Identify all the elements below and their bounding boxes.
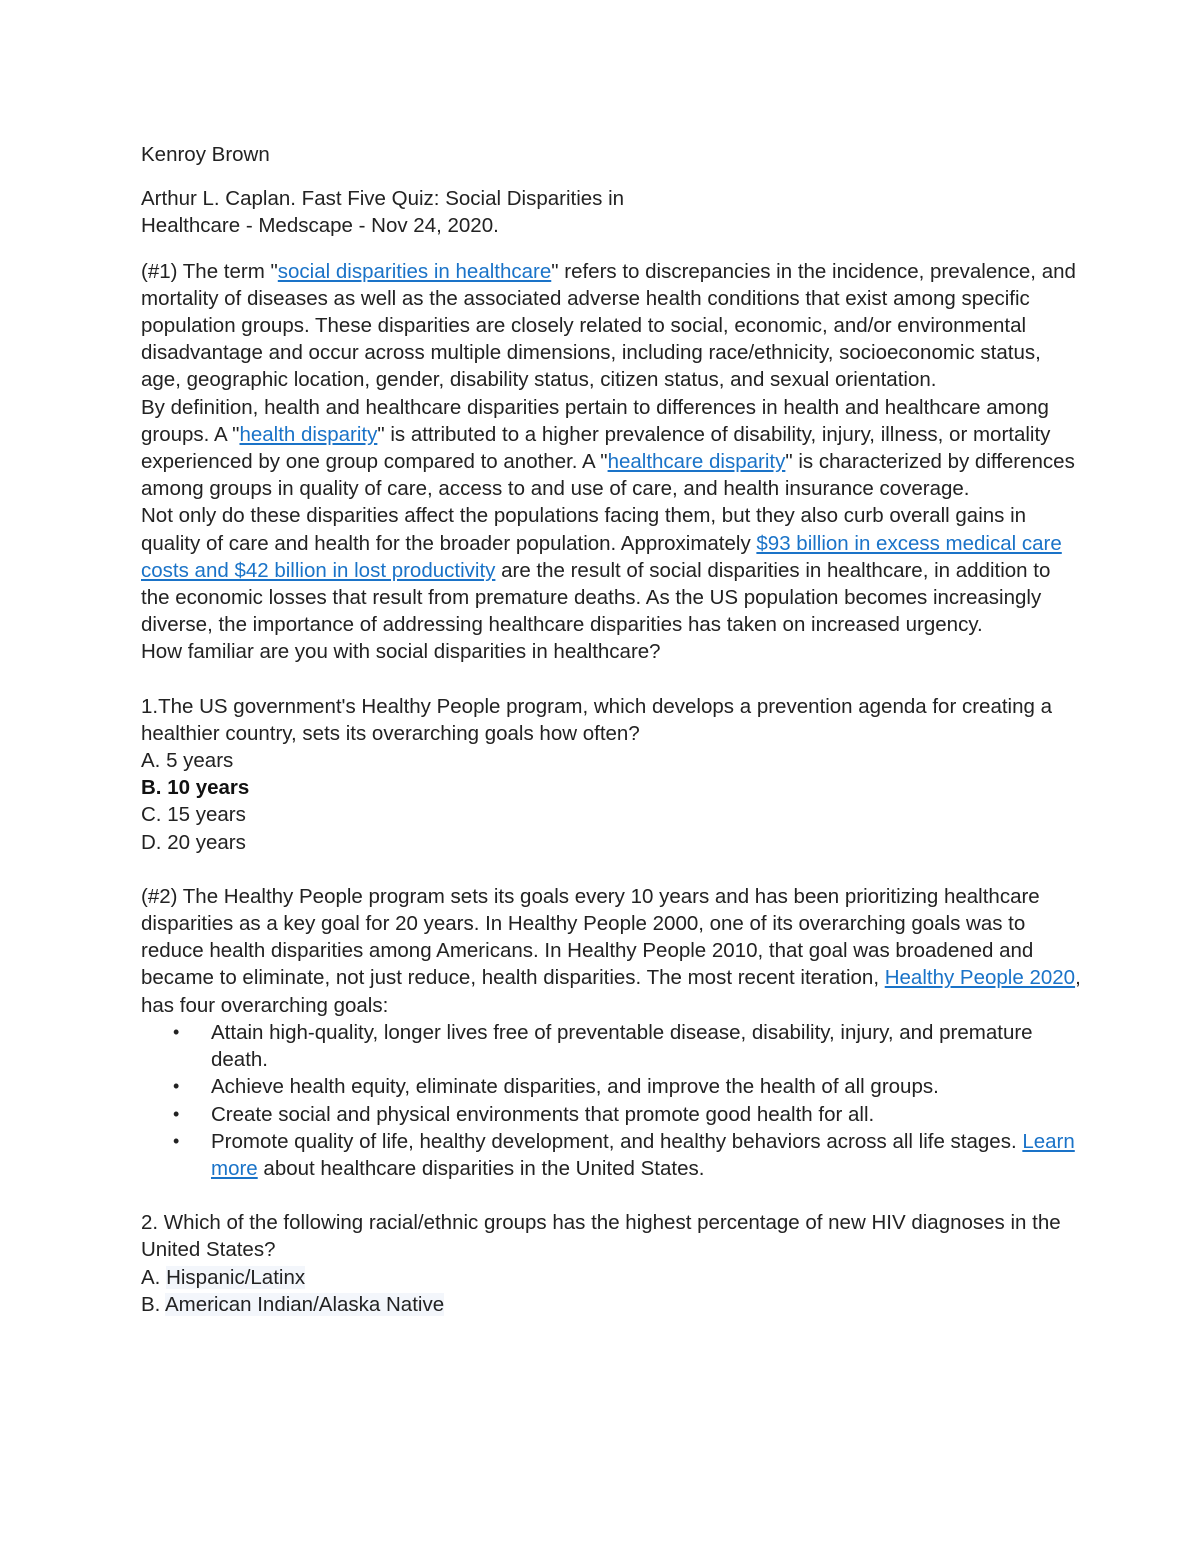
citation-line-2: Healthcare - Medscape - Nov 24, 2020. <box>141 214 499 238</box>
spacer <box>141 1182 1081 1209</box>
question-2: 2. Which of the following racial/ethnic groups has the highest percentage of new HIV diagnoses in the United States? <box>141 1211 1061 1262</box>
goals-list <box>141 1019 1081 1182</box>
answer-1-paragraph <box>141 883 1081 1019</box>
costs-link[interactable]: $93 billion in excess medical care costs and $42 billion in lost productivity <box>141 531 1062 582</box>
q2-option-a <box>141 1264 1081 1291</box>
healthy-people-2020-link[interactable]: Healthy People 2020 <box>884 966 1076 990</box>
goal-text: Create social and physical environments that promote good health for all. <box>211 1102 875 1126</box>
intro-p2-text: By definition, health and healthcare disparities pertain to differences in health and healthcare among groups. A " <box>141 395 1049 446</box>
bullet-icon: • <box>173 1076 180 1097</box>
intro-paragraph-3 <box>141 502 1081 638</box>
social-disparities-link[interactable]: social disparities in healthcare <box>277 259 552 283</box>
spacer <box>141 666 1081 693</box>
healthcare-disparity-link[interactable]: healthcare disparity <box>607 450 786 474</box>
q2-option-b-letter: B. <box>141 1292 165 1316</box>
intro-p2-text-end: " is characterized by differences among groups in quality of care, access to and use of care, and health insurance coverage. <box>141 450 1075 501</box>
author-name: Kenroy Brown <box>141 143 270 166</box>
document-page <box>141 141 1081 1318</box>
bullet-icon: • <box>173 1021 180 1042</box>
q1-option-a: A. 5 years <box>141 749 234 773</box>
learn-more-link[interactable]: Learn more <box>211 1129 1075 1180</box>
question-1: 1.The US government's Healthy People program, which develops a prevention agenda for creating a healthier country, sets its overarching goals how often? <box>141 694 1052 745</box>
spacer <box>141 856 1081 883</box>
goal-item <box>141 1073 1081 1100</box>
goal-text-end: about healthcare disparities in the United States. <box>257 1156 705 1180</box>
intro-p1-text-end: " refers to discrepancies in the incidence, prevalence, and mortality of diseases as well as the associated adverse health conditions that exist among specific population groups. These disparities are closely related to social, economic, and/or environmental disadvantage and occur across multiple dimensions, including race/ethnicity, socioeconomic status, age, geographic location, gender, disability status, citizen status, and sexual orientation. <box>141 259 1076 392</box>
citation <box>141 185 1081 239</box>
goal-text: Promote quality of life, healthy development, and healthy behaviors across all life stages. <box>211 1129 1023 1153</box>
q2-option-a-letter: A. <box>141 1265 167 1289</box>
intro-paragraph-2 <box>141 394 1081 503</box>
health-disparity-link[interactable]: health disparity <box>239 422 378 446</box>
q2-option-b <box>141 1291 1081 1318</box>
goal-item <box>141 1128 1081 1182</box>
intro-paragraph-1 <box>141 258 1081 394</box>
intro-p2-text-mid: " is attributed to a higher prevalence of disability, injury, illness, or mortality experienced by one group compared to another. A " <box>141 422 1051 474</box>
intro-p3-text-end: are the result of social disparities in healthcare, in addition to the economic losses that result from premature deaths. As the US population becomes increasingly diverse, the importance of addressing healthcare disparities has taken on increased urgency. <box>141 558 1051 637</box>
citation-line-1: Arthur L. Caplan. Fast Five Quiz: Social Disparities in <box>141 187 625 211</box>
answer-1-text: (#2) The Healthy People program sets its goals every 10 years and has been prioritizing healthcare disparities as a key goal for 20 years. In Healthy People 2000, one of its overarching goals was to reduce health disparities among Americans. In Healthy People 2010, that goal was broadened and became to eliminate, not just reduce, health disparities. The most recent iteration, <box>141 884 1040 990</box>
q1-option-c: C. 15 years <box>141 803 246 827</box>
bullet-icon: • <box>173 1130 180 1151</box>
answer-1-text-end: , has four overarching goals: <box>141 966 1081 1017</box>
bullet-icon: • <box>173 1103 180 1124</box>
q2-option-b-text: American Indian/Alaska Native <box>164 1292 445 1316</box>
q1-option-d: D. 20 years <box>141 830 246 854</box>
goal-text: Attain high-quality, longer lives free of preventable disease, disability, injury, and premature death. <box>211 1020 1033 1072</box>
q2-option-a-text: Hispanic/Latinx <box>166 1265 306 1289</box>
q1-option-b-selected: B. 10 years <box>141 776 250 800</box>
intro-p1-text: (#1) The term " <box>141 259 278 283</box>
goal-item <box>141 1019 1081 1073</box>
intro-question: How familiar are you with social disparities in healthcare? <box>141 640 661 664</box>
intro-p3-text: Not only do these disparities affect the populations facing them, but they also curb overall gains in quality of care and health for the broader population. Approximately <box>141 504 1027 555</box>
goal-item <box>141 1101 1081 1128</box>
goal-text: Achieve health equity, eliminate disparities, and improve the health of all groups. <box>211 1075 939 1099</box>
